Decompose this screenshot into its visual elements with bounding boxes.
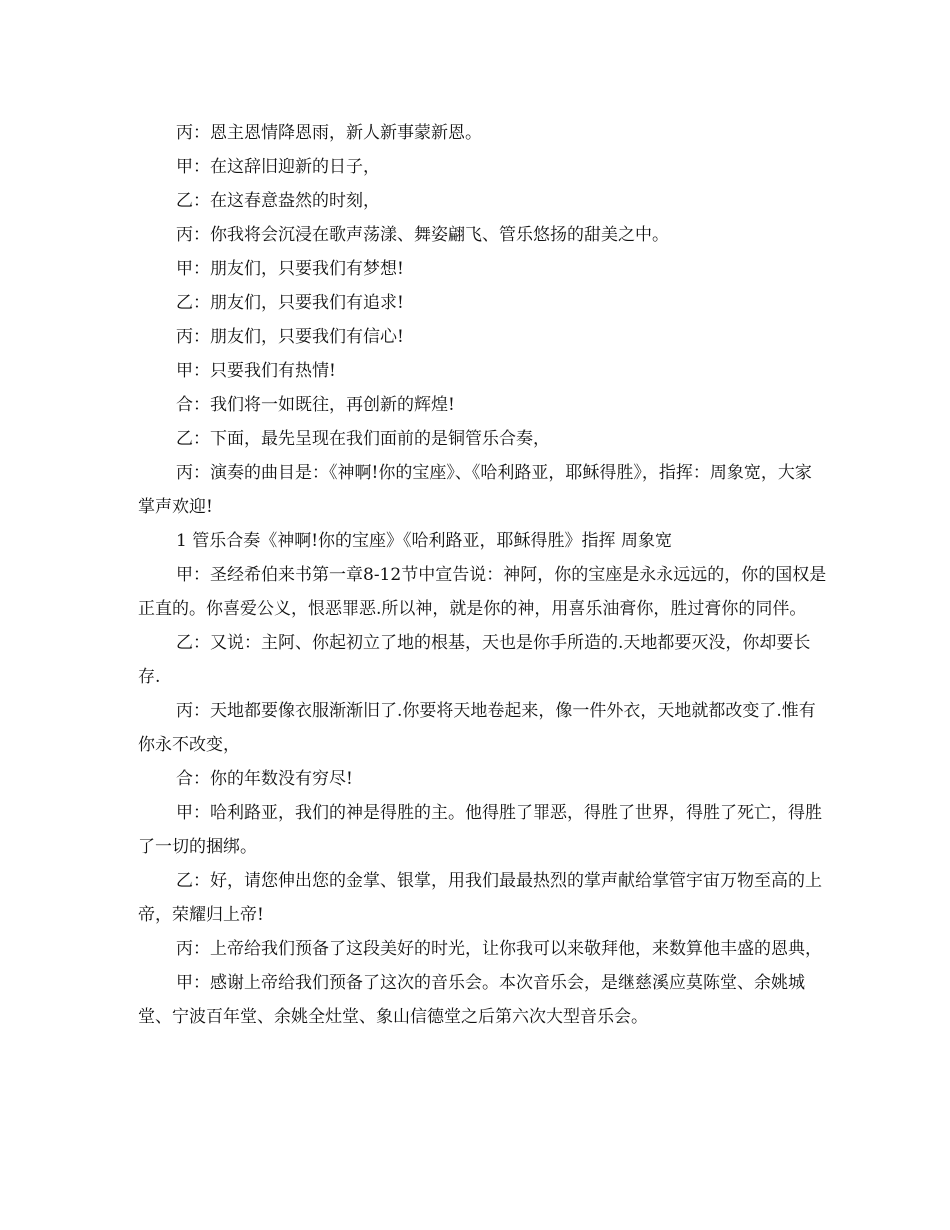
paragraph: 丙：上帝给我们预备了这段美好的时光，让你我可以来敬拜他，来数算他丰盛的恩典， (176, 939, 822, 959)
paragraph: 丙：恩主恩情降恩雨，新人新事蒙新恩。 (176, 123, 482, 143)
paragraph: 丙：你我将会沉浸在歌声荡漾、舞姿翩飞、管乐悠扬的甜美之中。 (176, 225, 669, 245)
paragraph: 乙：朋友们，只要我们有追求! (176, 293, 404, 313)
paragraph: 丙：天地都要像衣服渐渐旧了.你要将天地卷起来，像一件外衣，天地就都改变了.惟有你永不改变， (138, 701, 816, 755)
paragraph: 合：你的年数没有穷尽! (176, 769, 353, 789)
paragraph: 乙：在这春意盎然的时刻， (176, 191, 380, 211)
paragraph: 乙：好，请您伸出您的金掌、银掌，用我们最最热烈的掌声献给掌管宇宙万物至高的上帝，荣耀归上帝! (138, 871, 822, 925)
paragraph: 甲：在这辞旧迎新的日子， (176, 157, 380, 177)
paragraph: 合：我们将一如既往，再创新的辉煌! (176, 395, 455, 415)
paragraph: 丙：演奏的曲目是：《神啊!你的宝座》、《哈利路亚，耶稣得胜》，指挥：周象宽，大家掌声欢迎! (138, 463, 812, 517)
paragraph: 乙：又说：主阿、你起初立了地的根基，天也是你手所造的.天地都要灭没，你却要长存. (138, 633, 811, 687)
program-item: 1 管乐合奏《神啊!你的宝座》《哈利路亚，耶稣得胜》指挥 周象宽 (176, 531, 672, 551)
document-body (138, 116, 828, 1034)
paragraph: 甲：圣经希伯来书第一章8-12节中宣告说：神阿，你的宝座是永永远远的，你的国权是正直的。你喜爱公义，恨恶罪恶.所以神，就是你的神，用喜乐油膏你，胜过膏你的同伴。 (138, 565, 827, 619)
paragraph: 甲：感谢上帝给我们预备了这次的音乐会。本次音乐会，是继慈溪应莫陈堂、余姚城堂、宁波百年堂、余姚全灶堂、象山信德堂之后第六次大型音乐会。 (138, 973, 805, 1027)
paragraph: 甲：只要我们有热情! (176, 361, 336, 381)
paragraph: 甲：朋友们，只要我们有梦想! (176, 259, 404, 279)
paragraph: 甲：哈利路亚，我们的神是得胜的主。他得胜了罪恶，得胜了世界，得胜了死亡，得胜了一切的捆绑。 (138, 803, 822, 857)
paragraph: 乙：下面，最先呈现在我们面前的是铜管乐合奏， (176, 429, 550, 449)
paragraph: 丙：朋友们，只要我们有信心! (176, 327, 404, 347)
